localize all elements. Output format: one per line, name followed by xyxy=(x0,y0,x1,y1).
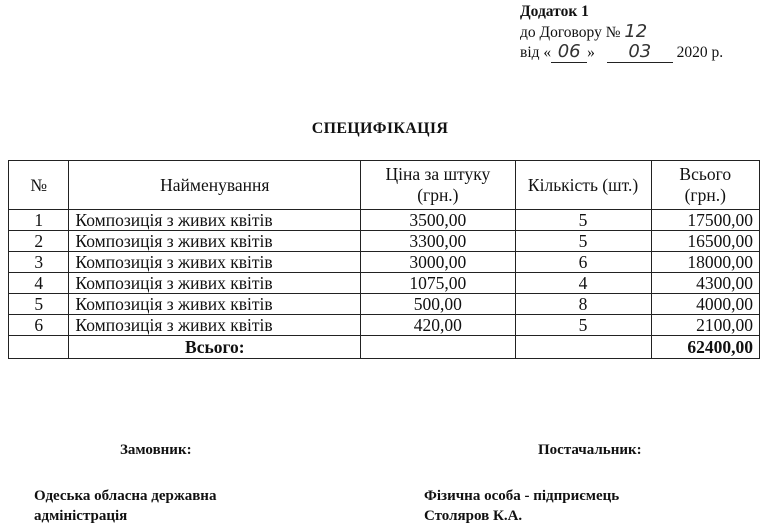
column-header-name: Найменування xyxy=(69,161,361,210)
cell-number: 5 xyxy=(9,294,69,315)
cell-total: 4300,00 xyxy=(651,273,759,294)
contract-prefix: до Договору № xyxy=(520,24,621,41)
supplier-org-line1: Фізична особа - підприємець xyxy=(424,488,620,504)
column-header-total: Всього (грн.) xyxy=(651,161,759,210)
cell-price: 3000,00 xyxy=(361,252,515,273)
annex-title: Додаток 1 xyxy=(520,3,589,20)
cell-total: 4000,00 xyxy=(651,294,759,315)
cell-total: 2100,00 xyxy=(651,315,759,336)
cell-price: 500,00 xyxy=(361,294,515,315)
cell-name: Композиція з живих квітів xyxy=(69,210,361,231)
cell-total: 16500,00 xyxy=(651,231,759,252)
supplier-organization xyxy=(424,486,619,526)
customer-org-line2: адміністрація xyxy=(34,508,128,524)
supplier-org-line2: Столяров К.А. xyxy=(424,508,523,524)
table-row xyxy=(9,273,760,294)
cell-quantity: 4 xyxy=(515,273,651,294)
cell-number: 2 xyxy=(9,231,69,252)
date-day-suffix: » xyxy=(587,44,595,61)
supplier-label: Постачальник: xyxy=(538,442,642,458)
cell-quantity: 5 xyxy=(515,231,651,252)
cell-total: 17500,00 xyxy=(651,210,759,231)
total-empty-cell xyxy=(9,336,69,359)
column-header-quantity: Кількість (шт.) xyxy=(515,161,651,210)
customer-organization xyxy=(34,486,216,526)
total-label: Всього: xyxy=(69,336,361,359)
cell-name: Композиція з живих квітів xyxy=(69,294,361,315)
table-header-row xyxy=(9,161,760,210)
date-prefix: від « xyxy=(520,44,552,61)
cell-number: 4 xyxy=(9,273,69,294)
column-header-price: Ціна за штуку (грн.) xyxy=(361,161,515,210)
cell-quantity: 8 xyxy=(515,294,651,315)
cell-name: Композиція з живих квітів xyxy=(69,315,361,336)
cell-price: 420,00 xyxy=(361,315,515,336)
cell-price: 3300,00 xyxy=(361,231,515,252)
column-header-number: № xyxy=(9,161,69,210)
contract-number: 12 xyxy=(624,21,648,42)
table-total-row xyxy=(9,336,760,359)
table-row xyxy=(9,252,760,273)
customer-org-line1: Одеська обласна державна xyxy=(34,488,217,504)
cell-quantity: 6 xyxy=(515,252,651,273)
contract-date xyxy=(520,43,723,63)
cell-name: Композиція з живих квітів xyxy=(69,273,361,294)
customer-label: Замовник: xyxy=(120,442,192,458)
cell-number: 1 xyxy=(9,210,69,231)
total-empty-cell xyxy=(515,336,651,359)
cell-quantity: 5 xyxy=(515,315,651,336)
total-value: 62400,00 xyxy=(651,336,759,359)
cell-total: 18000,00 xyxy=(651,252,759,273)
cell-number: 3 xyxy=(9,252,69,273)
specification-table xyxy=(8,160,760,359)
table-row xyxy=(9,294,760,315)
date-day: 06 xyxy=(557,41,581,62)
table-row xyxy=(9,210,760,231)
cell-quantity: 5 xyxy=(515,210,651,231)
cell-price: 3500,00 xyxy=(361,210,515,231)
date-year: 2020 р. xyxy=(676,44,724,61)
cell-price: 1075,00 xyxy=(361,273,515,294)
annex-header xyxy=(520,2,723,63)
total-empty-cell xyxy=(361,336,515,359)
cell-number: 6 xyxy=(9,315,69,336)
date-month: 03 xyxy=(628,41,652,62)
cell-name: Композиція з живих квітів xyxy=(69,252,361,273)
cell-name: Композиція з живих квітів xyxy=(69,231,361,252)
contract-reference xyxy=(520,22,723,43)
table-row xyxy=(9,231,760,252)
document-title: СПЕЦИФІКАЦІЯ xyxy=(311,120,449,137)
table-row xyxy=(9,315,760,336)
